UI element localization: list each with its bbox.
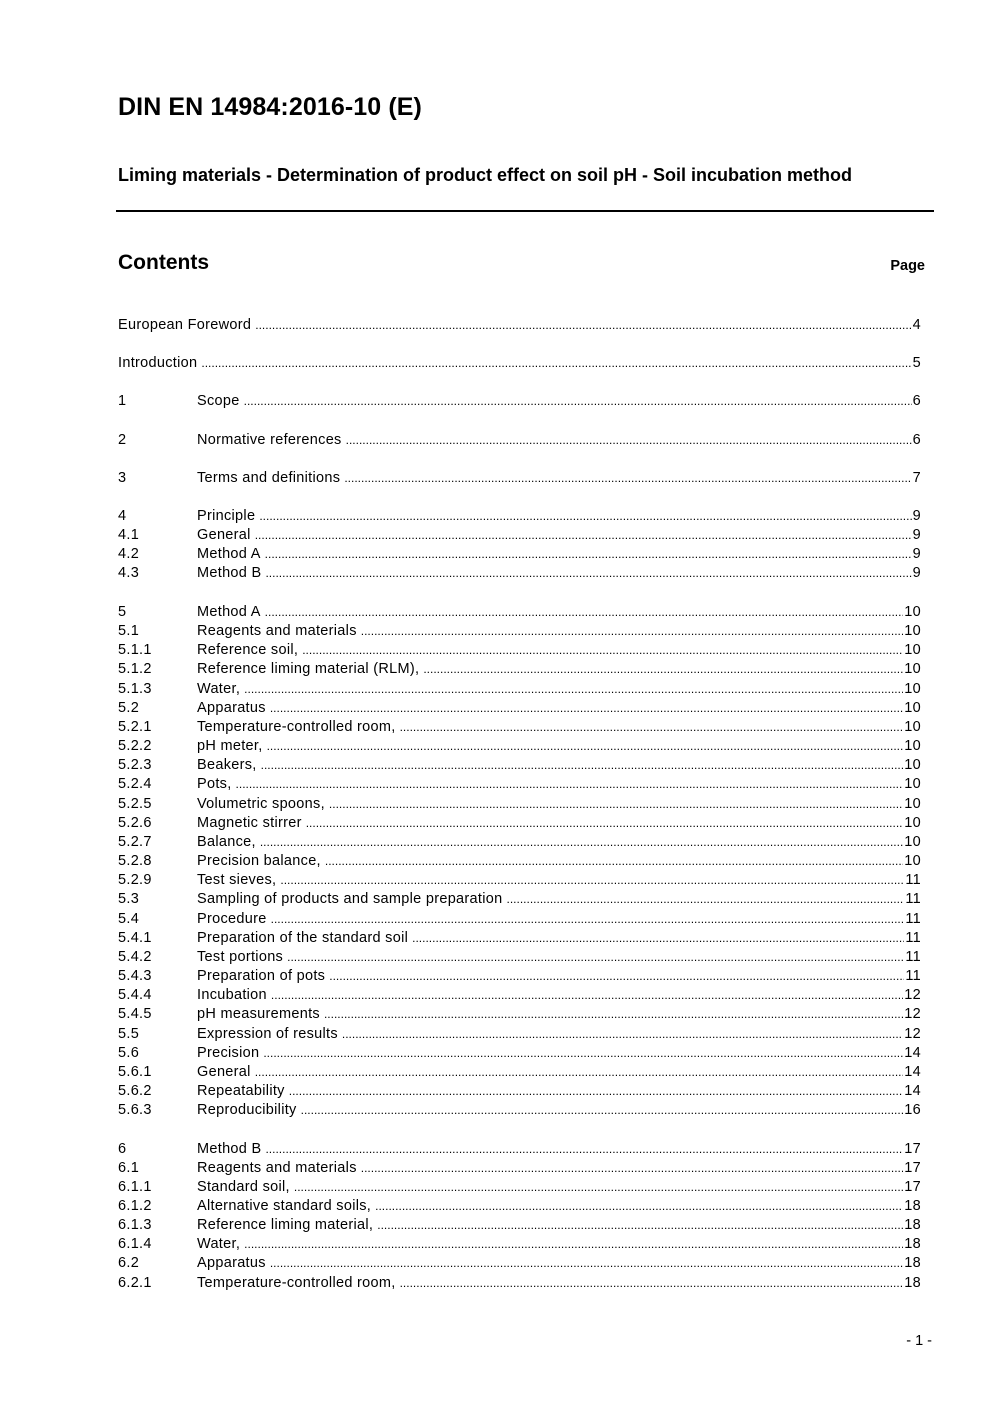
toc-leader-dots	[302, 641, 903, 660]
toc-title: Sampling of products and sample preparation	[197, 891, 503, 907]
toc-entry[interactable]	[118, 507, 921, 526]
toc-leader-dots	[324, 1005, 903, 1024]
toc-section-number: 5.1	[118, 623, 140, 639]
toc-section-number: 5.1.3	[118, 681, 152, 697]
toc-section-number: 5.2.8	[118, 853, 152, 869]
toc-title: European Foreword	[118, 317, 252, 333]
toc-entry[interactable]	[118, 1159, 921, 1178]
toc-entry[interactable]	[118, 1254, 921, 1273]
toc-title: Reference liming material,	[197, 1217, 374, 1233]
toc-section-number: 5.4.2	[118, 949, 152, 965]
toc-page-number: 14	[904, 1083, 921, 1099]
toc-leader-dots	[412, 929, 904, 948]
toc-entry[interactable]	[118, 833, 921, 852]
toc-entry[interactable]	[118, 1025, 921, 1044]
toc-entry[interactable]	[118, 718, 921, 737]
toc-section-number: 5.4	[118, 911, 140, 927]
toc-entry[interactable]	[118, 680, 921, 699]
toc-title: pH measurements	[197, 1006, 320, 1022]
toc-section-number: 6.1.4	[118, 1236, 152, 1252]
toc-entry[interactable]	[118, 890, 921, 909]
toc-entry[interactable]	[118, 756, 921, 775]
toc-section-number: 5.4.1	[118, 930, 152, 946]
toc-title: Alternative standard soils,	[197, 1198, 372, 1214]
toc-title: Preparation of the standard soil	[197, 930, 409, 946]
toc-title: Incubation	[197, 987, 267, 1003]
toc-section-number: 5.6	[118, 1045, 140, 1061]
toc-leader-dots	[265, 545, 912, 564]
toc-leader-dots	[306, 814, 904, 833]
toc-leader-dots	[325, 852, 903, 871]
toc-title: Beakers,	[197, 757, 257, 773]
toc-entry[interactable]	[118, 699, 921, 718]
toc-section-number: 5.4.5	[118, 1006, 152, 1022]
toc-title: General	[197, 527, 251, 543]
toc-section-number: 4	[118, 508, 127, 524]
toc-section-number: 5.2.2	[118, 738, 152, 754]
toc-title: Terms and definitions	[197, 470, 341, 486]
toc-entry[interactable]	[118, 871, 921, 890]
toc-leader-dots	[289, 1082, 904, 1101]
toc-section-number: 5.3	[118, 891, 140, 907]
toc-page-number: 18	[904, 1236, 921, 1252]
toc-entry[interactable]	[118, 795, 921, 814]
toc-title: Reference soil,	[197, 642, 299, 658]
toc-leader-dots	[361, 1159, 904, 1178]
toc-entry[interactable]	[118, 545, 921, 564]
toc-title: Apparatus	[197, 1255, 266, 1271]
toc-leader-dots	[236, 775, 904, 794]
toc-page-number: 18	[904, 1198, 921, 1214]
toc-page-number: 10	[904, 738, 921, 754]
toc-title: Introduction	[118, 355, 198, 371]
toc-entry[interactable]	[118, 852, 921, 871]
toc-page-number: 10	[904, 604, 921, 620]
toc-leader-dots	[342, 1025, 903, 1044]
toc-section-number: 5.2.9	[118, 872, 152, 888]
toc-page-number: 10	[904, 681, 921, 697]
toc-section-number: 5	[118, 604, 127, 620]
toc-page-number: 10	[904, 642, 921, 658]
toc-entry[interactable]	[118, 1101, 921, 1120]
toc-leader-dots	[270, 1254, 903, 1273]
toc-leader-dots	[344, 469, 911, 488]
toc-page-number: 11	[905, 930, 921, 946]
toc-leader-dots	[270, 699, 903, 718]
toc-title: Magnetic stirrer	[197, 815, 302, 831]
toc-entry[interactable]	[118, 1082, 921, 1101]
toc-leader-dots	[201, 354, 911, 373]
toc-leader-dots	[255, 526, 912, 545]
toc-page-number: 17	[904, 1179, 921, 1195]
toc-page-number: 9	[912, 546, 921, 562]
toc-section-number: 4.3	[118, 565, 140, 581]
toc-title: Reference liming material (RLM),	[197, 661, 420, 677]
toc-title: Volumetric spoons,	[197, 796, 325, 812]
toc-section-number: 5.1.1	[118, 642, 152, 658]
toc-page-number: 10	[904, 796, 921, 812]
toc-entry[interactable]	[118, 948, 921, 967]
toc-section-number: 6.1	[118, 1160, 140, 1176]
toc-leader-dots	[377, 1216, 903, 1235]
toc-section-number: 6.2.1	[118, 1275, 152, 1291]
toc-entry[interactable]	[118, 1063, 921, 1082]
toc-section-number: 6.1.1	[118, 1179, 152, 1195]
toc-section-number: 3	[118, 470, 127, 486]
toc-page-number: 7	[912, 470, 921, 486]
toc-leader-dots	[346, 431, 912, 450]
toc-entry[interactable]	[118, 641, 921, 660]
toc-page-number: 16	[904, 1102, 921, 1118]
toc-entry[interactable]	[118, 1044, 921, 1063]
toc-title: Preparation of pots	[197, 968, 326, 984]
toc-page-number: 9	[912, 527, 921, 543]
toc-leader-dots	[265, 1140, 903, 1159]
toc-title: Water,	[197, 1236, 241, 1252]
toc-leader-dots	[423, 660, 903, 679]
toc-section-number: 6.1.3	[118, 1217, 152, 1233]
toc-entry[interactable]	[118, 526, 921, 545]
toc-entry[interactable]	[118, 814, 921, 833]
toc-title: Water,	[197, 681, 241, 697]
toc-page-number: 14	[904, 1045, 921, 1061]
toc-section-number: 5.2.3	[118, 757, 152, 773]
toc-entry[interactable]	[118, 1197, 921, 1216]
toc-entry[interactable]	[118, 564, 921, 583]
toc-page-number: 10	[904, 719, 921, 735]
toc-leader-dots	[260, 833, 903, 852]
toc-leader-dots	[255, 1063, 904, 1082]
toc-page-number: 14	[904, 1064, 921, 1080]
toc-page-number: 11	[905, 968, 921, 984]
toc-section-number: 5.4.3	[118, 968, 152, 984]
toc-page-number: 9	[912, 565, 921, 581]
toc-section-number: 5.1.2	[118, 661, 152, 677]
toc-leader-dots	[271, 986, 903, 1005]
toc-leader-dots	[263, 1044, 903, 1063]
toc-title: Procedure	[197, 911, 267, 927]
toc-title: Standard soil,	[197, 1179, 290, 1195]
title-underline	[116, 210, 934, 212]
toc-entry[interactable]	[118, 1274, 921, 1293]
toc-page-number: 10	[904, 776, 921, 792]
toc-page-number: 10	[904, 834, 921, 850]
toc-title: Temperature-controlled room,	[197, 1275, 396, 1291]
toc-leader-dots	[271, 910, 905, 929]
toc-section-number: 5.6.3	[118, 1102, 152, 1118]
toc-title: Precision	[197, 1045, 260, 1061]
toc-leader-dots	[265, 603, 904, 622]
toc-entry[interactable]	[118, 660, 921, 679]
toc-page-number: 17	[904, 1141, 921, 1157]
toc-section-number: 5.5	[118, 1026, 140, 1042]
toc-title: Reproducibility	[197, 1102, 297, 1118]
toc-page-number: 4	[912, 317, 921, 333]
toc-entry[interactable]	[118, 967, 921, 986]
toc-leader-dots	[375, 1197, 903, 1216]
toc-leader-dots	[261, 756, 904, 775]
toc-title: Apparatus	[197, 700, 266, 716]
toc-entry[interactable]	[118, 1216, 921, 1235]
toc-title: Principle	[197, 508, 256, 524]
toc-entry[interactable]	[118, 1235, 921, 1254]
toc-title: Temperature-controlled room,	[197, 719, 396, 735]
toc-page-number: 11	[905, 911, 921, 927]
toc-section-number: 5.2.5	[118, 796, 152, 812]
toc-entry[interactable]	[118, 469, 921, 488]
toc-entry[interactable]	[118, 603, 921, 622]
toc-title: pH meter,	[197, 738, 263, 754]
toc-leader-dots	[287, 948, 904, 967]
toc-section-number: 5.2.1	[118, 719, 152, 735]
toc-leader-dots	[244, 392, 912, 411]
toc-entry[interactable]	[118, 392, 921, 411]
toc-title: Reagents and materials	[197, 623, 357, 639]
toc-entry[interactable]	[118, 1140, 921, 1159]
toc-page-number: 10	[904, 853, 921, 869]
toc-page-number: 18	[904, 1217, 921, 1233]
toc-leader-dots	[400, 1274, 904, 1293]
toc-section-number: 5.6.1	[118, 1064, 152, 1080]
toc-section-number: 6.1.2	[118, 1198, 152, 1214]
page-number: - 1 -	[906, 1333, 932, 1349]
toc-page-number: 18	[904, 1255, 921, 1271]
toc-page-number: 5	[912, 355, 921, 371]
toc-entry[interactable]	[118, 929, 921, 948]
toc-section-number: 6	[118, 1141, 127, 1157]
toc-leader-dots	[265, 564, 911, 583]
toc-section-number: 6.2	[118, 1255, 140, 1271]
toc-section-number: 4.2	[118, 546, 140, 562]
toc-page-number: 12	[904, 1026, 921, 1042]
toc-section-number: 5.2.6	[118, 815, 152, 831]
toc-section-number: 5.2.4	[118, 776, 152, 792]
toc-page-number: 10	[904, 757, 921, 773]
toc-page-number: 12	[904, 987, 921, 1003]
toc-page-number: 6	[912, 393, 921, 409]
toc-page-number: 17	[904, 1160, 921, 1176]
toc-entry[interactable]	[118, 316, 921, 335]
toc-page-number: 12	[904, 1006, 921, 1022]
toc-entry[interactable]	[118, 622, 921, 641]
toc-section-number: 5.6.2	[118, 1083, 152, 1099]
toc-entry[interactable]	[118, 1005, 921, 1024]
toc-entry[interactable]	[118, 354, 921, 373]
toc-title: Method A	[197, 546, 261, 562]
toc-title: Scope	[197, 393, 240, 409]
toc-entry[interactable]	[118, 431, 921, 450]
toc-page-number: 10	[904, 623, 921, 639]
toc-page-number: 11	[905, 891, 921, 907]
toc-section-number: 2	[118, 432, 127, 448]
toc-leader-dots	[329, 795, 903, 814]
toc-page-number: 6	[912, 432, 921, 448]
toc-title: Method A	[197, 604, 261, 620]
toc-section-number: 5.2.7	[118, 834, 152, 850]
toc-title: Pots,	[197, 776, 232, 792]
toc-leader-dots	[267, 737, 904, 756]
toc-leader-dots	[244, 1235, 903, 1254]
toc-page-number: 11	[905, 949, 921, 965]
toc-title: Test sieves,	[197, 872, 277, 888]
toc-leader-dots	[301, 1101, 904, 1120]
toc-page-number: 10	[904, 661, 921, 677]
toc-leader-dots	[361, 622, 904, 641]
toc-leader-dots	[329, 967, 904, 986]
contents-heading: Contents	[118, 251, 209, 274]
toc-title: General	[197, 1064, 251, 1080]
toc-page-number: 10	[904, 700, 921, 716]
toc-leader-dots	[255, 316, 911, 335]
toc-entry[interactable]	[118, 775, 921, 794]
toc-leader-dots	[294, 1178, 903, 1197]
toc-entry[interactable]	[118, 910, 921, 929]
toc-page-number: 18	[904, 1275, 921, 1291]
toc-title: Reagents and materials	[197, 1160, 357, 1176]
toc-title: Normative references	[197, 432, 342, 448]
toc-page-number: 9	[912, 508, 921, 524]
document-subtitle: Liming materials - Determination of product effect on soil pH - Soil incubation method	[118, 165, 853, 185]
toc-entry[interactable]	[118, 737, 921, 756]
toc-section-number: 5.4.4	[118, 987, 152, 1003]
toc-title: Method B	[197, 565, 262, 581]
toc-leader-dots	[259, 507, 911, 526]
page-column-label: Page	[890, 258, 925, 274]
toc-section-number: 4.1	[118, 527, 140, 543]
toc-page-number: 10	[904, 815, 921, 831]
toc-entry[interactable]	[118, 1178, 921, 1197]
toc-title: Balance,	[197, 834, 256, 850]
toc-page-number: 11	[905, 872, 921, 888]
toc-title: Method B	[197, 1141, 262, 1157]
toc-title: Expression of results	[197, 1026, 338, 1042]
document-title: DIN EN 14984:2016-10 (E)	[118, 93, 422, 121]
toc-title: Precision balance,	[197, 853, 321, 869]
toc-leader-dots	[507, 890, 905, 909]
toc-leader-dots	[400, 718, 904, 737]
toc-entry[interactable]	[118, 986, 921, 1005]
toc-title: Test portions	[197, 949, 284, 965]
toc-leader-dots	[280, 871, 904, 890]
toc-section-number: 5.2	[118, 700, 140, 716]
toc-section-number: 1	[118, 393, 127, 409]
toc-title: Repeatability	[197, 1083, 285, 1099]
toc-leader-dots	[244, 680, 903, 699]
